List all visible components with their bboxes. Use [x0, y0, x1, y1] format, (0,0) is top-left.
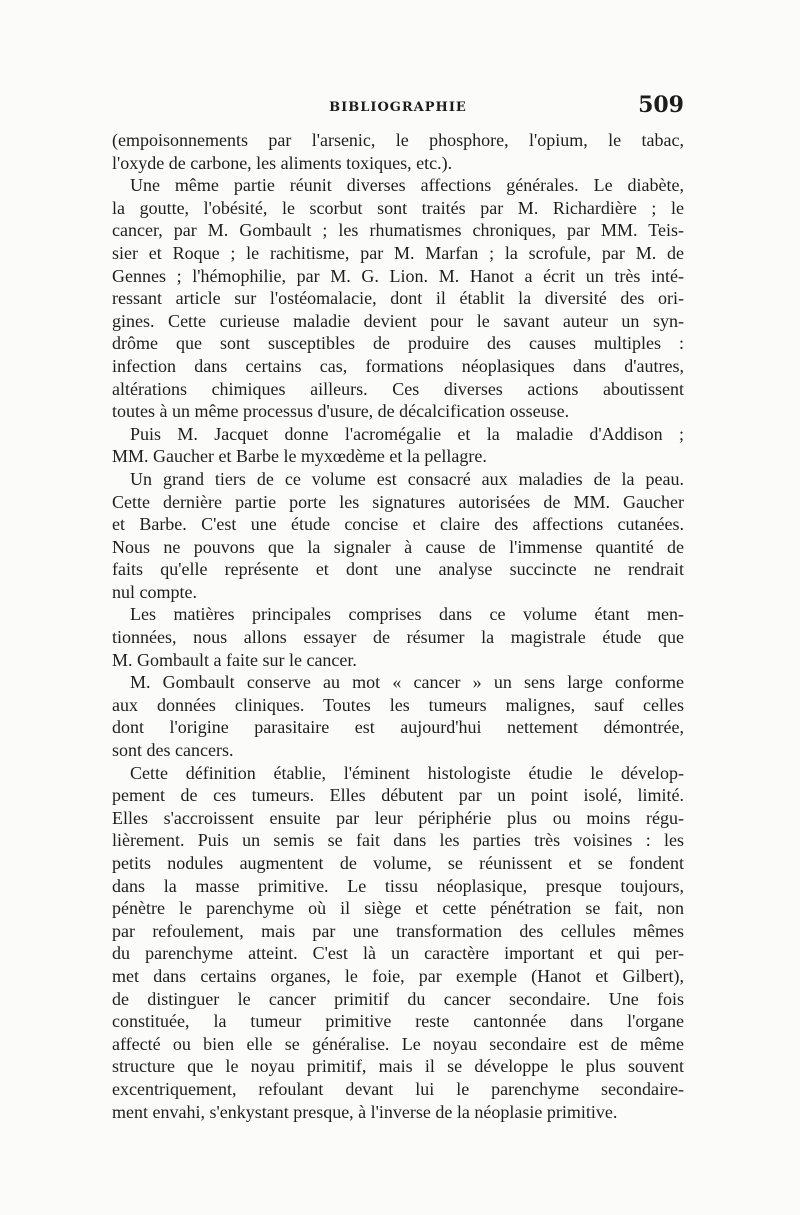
text-line: tionnées, nous allons essayer de résumer la magistrale étude que: [112, 627, 684, 648]
text-line: Puis M. Jacquet donne l'acromégalie et la maladie d'Addison ;: [130, 423, 684, 444]
text-line: du parenchyme atteint. C'est là un caractère important et qui per-: [112, 943, 684, 964]
text-line: Les matières principales comprises dans ce volume étant men-: [130, 604, 684, 625]
text-line: MM. Gaucher et Barbe le myxœdème et la pellagre.: [112, 446, 487, 467]
text-line: infection dans certains cas, formations néoplasiques dans d'autres,: [112, 355, 684, 376]
text-line: Un grand tiers de ce volume est consacré aux maladies de la peau.: [130, 468, 684, 489]
text-line: ressant article sur l'ostéomalacie, dont il établit la diversité des ori-: [112, 288, 684, 309]
text-line: gines. Cette curieuse maladie devient pour le savant auteur un syn-: [112, 310, 684, 331]
text-line: met dans certains organes, le foie, par exemple (Hanot et Gilbert),: [112, 965, 684, 986]
text-line: M. Gombault a faite sur le cancer.: [112, 649, 357, 670]
text-line: excentriquement, refoulant devant lui le parenchyme secondaire-: [112, 1078, 684, 1099]
text-line: affecté ou bien elle se généralise. Le noyau secondaire est de même: [112, 1033, 684, 1054]
text-line: aux données cliniques. Toutes les tumeurs malignes, sauf celles: [112, 694, 684, 715]
text-line: la goutte, l'obésité, le scorbut sont traités par M. Richardière ; le: [112, 197, 684, 218]
text-line: et Barbe. C'est une étude concise et claire des affections cutanées.: [112, 514, 684, 535]
text-line: dont l'origine parasitaire est aujourd'hui nettement démontrée,: [112, 717, 684, 738]
text-line: Cette dernière partie porte les signatures autorisées de MM. Gaucher: [112, 491, 684, 512]
text-line: pénètre le parenchyme où il siège et cette pénétration se fait, non: [112, 898, 684, 919]
text-line: ment envahi, s'enkystant presque, à l'inverse de la néoplasie primitive.: [112, 1101, 618, 1122]
text-line: Gennes ; l'hémophilie, par M. G. Lion. M. Hanot a écrit un très inté-: [112, 265, 684, 286]
running-header: [112, 92, 684, 122]
body-text: [112, 129, 684, 1123]
text-line: drôme que sont susceptibles de produire des causes multiples :: [112, 333, 684, 354]
text-line: cancer, par M. Gombault ; les rhumatismes chroniques, par MM. Teis-: [112, 220, 684, 241]
text-line: par refoulement, mais par une transformation des cellules mêmes: [112, 920, 684, 941]
text-line: Nous ne pouvons que la signaler à cause de l'immense quantité de: [112, 536, 684, 557]
text-line: petits nodules augmentent de volume, se réunissent et se fondent: [112, 853, 684, 873]
text-line: nul compte.: [112, 581, 197, 602]
text-line: lièrement. Puis un semis se fait dans les parties très voisines : les: [112, 830, 684, 851]
text-line: constituée, la tumeur primitive reste cantonnée dans l'organe: [112, 1011, 684, 1032]
text-line: Une même partie réunit diverses affections générales. Le diabète,: [130, 175, 684, 196]
running-title: BIBLIOGRAPHIE: [329, 100, 467, 115]
text-line: sier et Roque ; le rachitisme, par M. Marfan ; la scrofule, par M. de: [112, 242, 684, 263]
text-line: (empoisonnements par l'arsenic, le phosphore, l'opium, le tabac,: [112, 130, 684, 150]
text-line: faits qu'elle représente et dont une analyse succincte ne rendrait: [112, 559, 684, 580]
text-line: toutes à un même processus d'usure, de décalcification osseuse.: [112, 401, 570, 422]
text-line: altérations chimiques ailleurs. Ces diverses actions aboutissent: [112, 378, 684, 399]
text-line: sont des cancers.: [112, 740, 234, 761]
text-line: M. Gombault conserve au mot « cancer » un sens large conforme: [130, 672, 684, 693]
text-line: dans la masse primitive. Le tissu néoplasique, presque toujours,: [112, 875, 684, 896]
text-line: pement de ces tumeurs. Elles débutent par un point isolé, limité.: [112, 785, 684, 806]
text-line: structure que le noyau primitif, mais il se développe le plus souvent: [112, 1056, 684, 1077]
text-line: Elles s'accroissent ensuite par leur périphérie plus ou moins régu-: [112, 807, 684, 828]
text-line: Cette définition établie, l'éminent histologiste étudie le dévelop-: [130, 762, 684, 783]
text-line: de distinguer le cancer primitif du cancer secondaire. Une fois: [112, 988, 684, 1009]
page-number: 509: [638, 92, 684, 118]
text-line: l'oxyde de carbone, les aliments toxiques, etc.).: [112, 152, 453, 173]
